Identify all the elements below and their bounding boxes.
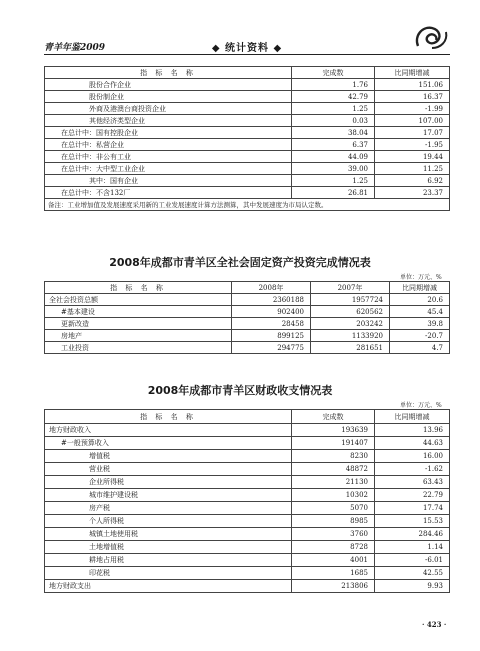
row-label: #基本建设 xyxy=(45,306,232,318)
table-row xyxy=(45,437,450,450)
table-row xyxy=(45,528,450,541)
table-row xyxy=(45,424,450,437)
row-value-a: 8985 xyxy=(292,515,375,528)
row-value-c: 4.7 xyxy=(390,342,450,354)
row-value-b: -6.01 xyxy=(375,554,450,567)
row-value-a: 10302 xyxy=(292,489,375,502)
table-row xyxy=(45,489,450,502)
row-value-b: -1.95 xyxy=(375,139,450,151)
table-row xyxy=(45,175,450,187)
col-completed: 完成数 xyxy=(292,67,375,79)
finance-table xyxy=(44,409,450,593)
table-row xyxy=(45,294,450,306)
table-row xyxy=(45,115,450,127)
row-value-b: 17.07 xyxy=(375,127,450,139)
row-value-a: 21130 xyxy=(292,476,375,489)
col-2007: 2007年 xyxy=(311,282,390,294)
col-completed: 完成数 xyxy=(292,410,375,424)
row-label: 房产税 xyxy=(45,502,292,515)
row-value-b: 19.44 xyxy=(375,151,450,163)
row-value-b: 11.25 xyxy=(375,163,450,175)
row-value-b: 44.63 xyxy=(375,437,450,450)
row-value-a: 213806 xyxy=(292,580,375,593)
row-value-a: 902400 xyxy=(232,306,311,318)
row-label: 印花税 xyxy=(45,567,292,580)
finance-table-title: 2008年成都市青羊区财政收支情况表 xyxy=(147,384,333,397)
row-value-a: 191407 xyxy=(292,437,375,450)
row-label: 土地增值税 xyxy=(45,541,292,554)
table-row xyxy=(45,139,450,151)
industry-table xyxy=(44,66,450,211)
row-value-a: 294775 xyxy=(232,342,311,354)
row-label: 增值税 xyxy=(45,450,292,463)
col-change: 比同期增减 xyxy=(375,67,450,79)
row-value-a: 3760 xyxy=(292,528,375,541)
row-value-a: 39.00 xyxy=(292,163,375,175)
row-value-a: 48872 xyxy=(292,463,375,476)
decorative-swirl-logo xyxy=(412,22,450,52)
row-value-a: 193639 xyxy=(292,424,375,437)
row-value-b: 16.00 xyxy=(375,450,450,463)
row-value-a: 5070 xyxy=(292,502,375,515)
row-label: 在总计中：国有控股企业 xyxy=(45,127,292,139)
row-label: 其中：国有企业 xyxy=(45,175,292,187)
table-row xyxy=(45,463,450,476)
col-indicator: 指 标 名 称 xyxy=(45,282,232,294)
row-value-b: -1.99 xyxy=(375,103,450,115)
table-row xyxy=(45,554,450,567)
table-row xyxy=(45,342,450,354)
row-value-c: -20.7 xyxy=(390,330,450,342)
investment-table-title: 2008年成都市青羊区全社会固定资产投资完成情况表 xyxy=(109,256,371,269)
row-label: 城市维护建设税 xyxy=(45,489,292,502)
row-value-a: 44.09 xyxy=(292,151,375,163)
header-rule xyxy=(44,54,450,55)
col-indicator: 指 标 名 称 xyxy=(45,67,292,79)
row-label: 更新改造 xyxy=(45,318,232,330)
col-change: 比同期增减 xyxy=(375,410,450,424)
table-row xyxy=(45,91,450,103)
yearbook-title: 青羊年鉴2009 xyxy=(44,43,106,53)
row-label: 在总计中：大中型工业企业 xyxy=(45,163,292,175)
row-label: 其他经济类型企业 xyxy=(45,115,292,127)
row-value-b: 620562 xyxy=(311,306,390,318)
table-row xyxy=(45,476,450,489)
table-row xyxy=(45,580,450,593)
table-note: 备注：工业增加值及发展速度采用新的工业发展速度计算方法测算，其中发展速度为市局认定数。 xyxy=(45,199,450,211)
row-value-b: 6.92 xyxy=(375,175,450,187)
row-value-a: 28458 xyxy=(232,318,311,330)
page-header xyxy=(44,38,450,54)
row-value-a: 42.79 xyxy=(292,91,375,103)
row-value-b: 13.96 xyxy=(375,424,450,437)
table-row xyxy=(45,502,450,515)
row-value-b: 107.00 xyxy=(375,115,450,127)
table-row xyxy=(45,450,450,463)
row-label: 工业投资 xyxy=(45,342,232,354)
row-value-a: 26.81 xyxy=(292,187,375,199)
row-value-a: 4001 xyxy=(292,554,375,567)
row-value-a: 899125 xyxy=(232,330,311,342)
row-value-b: 1957724 xyxy=(311,294,390,306)
section-title: ◆ 统计资料 ◆ xyxy=(211,43,283,54)
row-value-b: 23.37 xyxy=(375,187,450,199)
row-value-b: 1133920 xyxy=(311,330,390,342)
row-value-b: 1.14 xyxy=(375,541,450,554)
finance-table-unit: 单位：万元、% xyxy=(400,402,442,409)
table-row xyxy=(45,318,450,330)
row-label: 营业税 xyxy=(45,463,292,476)
row-value-b: 203242 xyxy=(311,318,390,330)
row-label: 在总计中：私营企业 xyxy=(45,139,292,151)
row-value-b: 16.37 xyxy=(375,91,450,103)
row-value-b: 151.06 xyxy=(375,79,450,91)
table-row xyxy=(45,187,450,199)
row-value-a: 6.37 xyxy=(292,139,375,151)
row-value-b: 9.93 xyxy=(375,580,450,593)
row-value-b: 22.79 xyxy=(375,489,450,502)
row-label: 股份合作企业 xyxy=(45,79,292,91)
row-value-b: -1.62 xyxy=(375,463,450,476)
row-value-a: 1685 xyxy=(292,567,375,580)
row-value-a: 1.76 xyxy=(292,79,375,91)
table-row xyxy=(45,103,450,115)
row-value-b: 284.46 xyxy=(375,528,450,541)
row-value-a: 1.25 xyxy=(292,175,375,187)
col-indicator: 指 标 名 称 xyxy=(45,410,292,424)
row-value-a: 8728 xyxy=(292,541,375,554)
table-row xyxy=(45,515,450,528)
table-row xyxy=(45,330,450,342)
table-row xyxy=(45,151,450,163)
row-label: 地方财政支出 xyxy=(45,580,292,593)
row-value-a: 38.04 xyxy=(292,127,375,139)
row-value-a: 2360188 xyxy=(232,294,311,306)
row-value-c: 45.4 xyxy=(390,306,450,318)
row-label: 地方财政收入 xyxy=(45,424,292,437)
row-label: 城镇土地使用税 xyxy=(45,528,292,541)
row-value-b: 63.43 xyxy=(375,476,450,489)
col-change: 比同期增减 xyxy=(390,282,450,294)
row-label: #一般预算收入 xyxy=(45,437,292,450)
page-number: · 423 · xyxy=(422,620,447,629)
table-row xyxy=(45,306,450,318)
row-value-b: 15.53 xyxy=(375,515,450,528)
table-row xyxy=(45,127,450,139)
row-label: 股份制企业 xyxy=(45,91,292,103)
row-value-c: 39.8 xyxy=(390,318,450,330)
row-label: 在总计中：不含132厂 xyxy=(45,187,292,199)
investment-table-unit: 单位：万元、% xyxy=(400,274,442,281)
table-row xyxy=(45,567,450,580)
row-value-c: 20.6 xyxy=(390,294,450,306)
table-row xyxy=(45,541,450,554)
investment-table xyxy=(44,281,450,354)
row-label: 企业所得税 xyxy=(45,476,292,489)
row-label: 全社会投资总额 xyxy=(45,294,232,306)
table-row xyxy=(45,79,450,91)
table-row xyxy=(45,163,450,175)
row-value-b: 281651 xyxy=(311,342,390,354)
row-value-b: 42.55 xyxy=(375,567,450,580)
row-value-a: 8230 xyxy=(292,450,375,463)
row-value-a: 1.25 xyxy=(292,103,375,115)
col-2008: 2008年 xyxy=(232,282,311,294)
row-label: 外商及港澳台商投资企业 xyxy=(45,103,292,115)
row-label: 个人所得税 xyxy=(45,515,292,528)
row-value-b: 17.74 xyxy=(375,502,450,515)
row-label: 耕地占用税 xyxy=(45,554,292,567)
row-label: 在总计中：非公有工业 xyxy=(45,151,292,163)
row-label: 房地产 xyxy=(45,330,232,342)
row-value-a: 0.03 xyxy=(292,115,375,127)
